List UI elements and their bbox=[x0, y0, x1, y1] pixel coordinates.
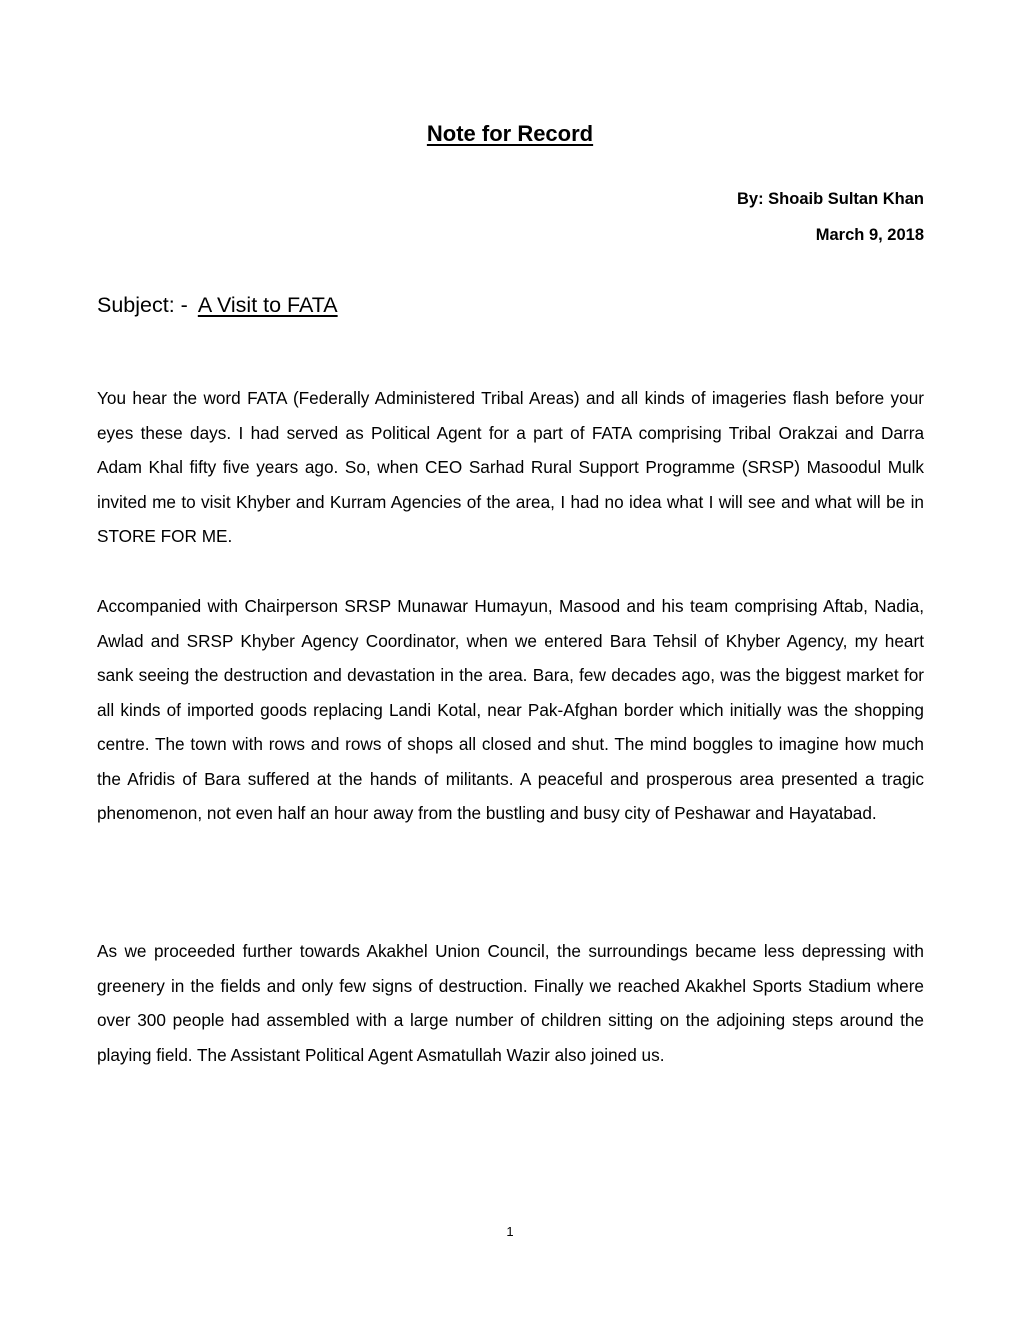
document-title: Note for Record bbox=[426, 121, 594, 146]
body-paragraph-3: As we proceeded further towards Akakhel Union Council, the surroundings became less depressing with greenery in the fields and only few signs of destruction. Finally we reached Akakhel Sports Stadium where over 300 people had assembled with a large number of children sitting on the adjoining steps around the playing field. The Assistant Political Agent Asmatullah Wazir also joined us. bbox=[97, 941, 924, 1065]
author-byline: By: Shoaib Sultan Khan bbox=[736, 190, 924, 208]
subject-title: A Visit to FATA bbox=[197, 293, 338, 317]
body-paragraph-1: You hear the word FATA (Federally Administered Tribal Areas) and all kinds of imageries flash before your eyes these days. I had served as Political Agent for a part of FATA comprising Tribal Orakzai and Darra Adam Khal fifty five years ago. So, when CEO Sarhad Rural Support Programme (SRSP) Masoodul Mulk invited me to visit Khyber and Kurram Agencies of the area, I had no idea what I will see and what will be in STORE FOR ME. bbox=[97, 388, 924, 546]
page-number: 1 bbox=[506, 1224, 514, 1239]
document-date: March 9, 2018 bbox=[815, 226, 924, 244]
subject-label: Subject: - bbox=[97, 293, 188, 317]
body-paragraph-2: Accompanied with Chairperson SRSP Munawar Humayun, Masood and his team comprising Aftab, Nadia, Awlad and SRSP Khyber Agency Coordinator, when we entered Bara Tehsil of Khyber Agency, my heart sank seeing the destruction and devastation in the area. Bara, few decades ago, was the biggest market for all kinds of imported goods replacing Landi Kotal, near Pak-Afghan border which initially was the shopping centre. The town with rows and rows of shops all closed and shut. The mind boggles to imagine how much the Afridis of Bara suffered at the hands of militants. A peaceful and prosperous area presented a tragic phenomenon, not even half an hour away from the bustling and busy city of Peshawar and Hayatabad. bbox=[97, 596, 924, 823]
subject-line bbox=[97, 290, 338, 320]
